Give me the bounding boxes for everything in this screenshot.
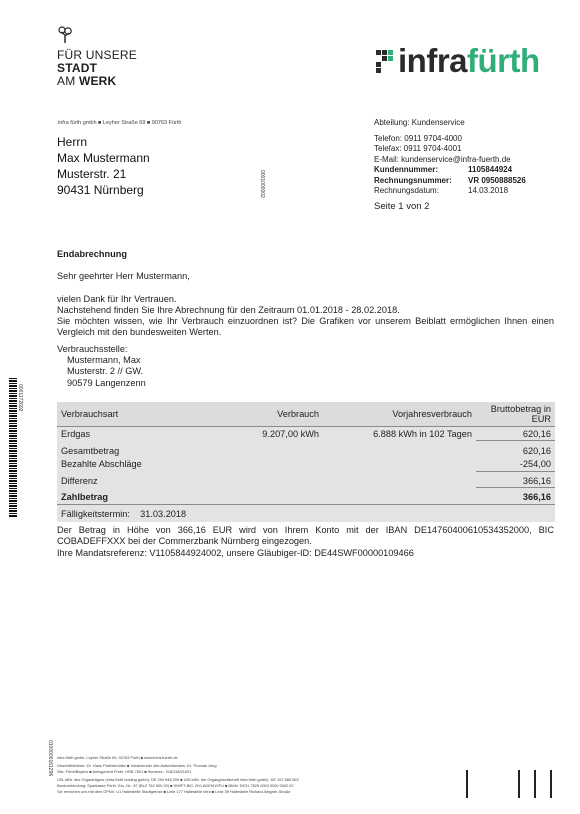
recipient-city: 90431 Nürnberg [57, 183, 144, 197]
phone: Telefon: 0911 9704-4000 [374, 133, 462, 143]
table-row-gas: Erdgas 9.207,00 kWh 6.888 kWh in 102 Tagen 620,16 [61, 428, 551, 439]
payment-note [57, 525, 554, 559]
site-street: Musterstr. 2 // GW. [67, 366, 144, 377]
vertical-code-left: 0001172692 [17, 384, 23, 412]
tree-icon [57, 26, 73, 44]
footer-registry: Sitz: Fürth/Bayern ■ Amtsgericht Fürth, HRB 7501 ■ Steuernr.: 218/118/21001 [57, 769, 192, 774]
footer-bank: Bankverbindung: Sparkasse Fürth, Kto.-Nr.: 87 (BLZ 762 500 00) ■ SWIFT-BIC: BYLADEM1SFU ■ IBAN: DE31 7625 0000 0000 0000 87 [57, 783, 294, 788]
logo-squares-icon [376, 50, 394, 76]
footer-vat: USt-IdNr. des Organträgers (infra fürth holding gmbh): DE 294 948 209 ■ USt-IdNr. der Organgesellschaft infra fürth gmbh): DE 197 665 562 [57, 777, 299, 782]
letter-body [57, 249, 554, 389]
customer-number-row: Kundennummer: 1105844924 [374, 165, 513, 174]
table-row-due: Zahlbetrag 366,16 [57, 488, 555, 505]
table-row-total: Gesamtbetrag 620,16 [57, 441, 555, 458]
footer-transport: Sie erreichen uns mit dem ÖPNV: U1 Haltestelle Stadtgrenze ■ Linie 177 Haltestelle infra ■ Linie 39 Haltestelle Richard-Wagner-Straße [57, 789, 291, 794]
mandate-text: Ihre Mandatsreferenz: V1105844924002, unsere Gläubiger-ID: DE44SWF00000109466 [57, 547, 414, 558]
recipient-name: Max Mustermann [57, 151, 150, 165]
page-number: Seite 1 von 2 [374, 200, 430, 212]
infra-fuerth-logo [376, 42, 540, 79]
recipient-address [57, 134, 150, 198]
site-city: 90579 Langenzenn [67, 377, 146, 388]
site-label: Verbrauchsstelle: [57, 343, 128, 354]
footer-management: Geschäftsführer: Dr. Hans Partheimüller ■ Vorsitzender des Aufsichtsrates: Dr. Thomas Jung [57, 763, 217, 768]
contact-info [374, 118, 526, 212]
invoice-date-row: Rechnungsdatum: 14.03.2018 [374, 186, 509, 195]
fax: Telefax: 0911 9704-4001 [374, 144, 462, 153]
recipient-salutation: Herrn [57, 135, 88, 149]
email[interactable]: E-Mail: kundenservice@infra-fuerth.de [374, 154, 511, 164]
footer [57, 755, 437, 797]
payment-iban-text: Der Betrag in Höhe von 366,16 EUR wird von Ihrem Konto mit der IBAN DE14760400610534352000, BIC COBADEFFXXX bei der Commerzbank Nürnberg eingezogen. [57, 525, 554, 547]
invoice-number-row: Rechnungsnummer: VR 0950888526 [374, 175, 526, 185]
paragraph-thanks: vielen Dank für Ihr Vertrauen. [57, 293, 177, 304]
greeting: Sehr geehrter Herr Mustermann, [57, 271, 190, 282]
document-title: Endabrechnung [57, 249, 127, 259]
logo-wordmark: infrafürth [398, 42, 540, 79]
barcode [9, 378, 17, 518]
recipient-street: Musterstr. 21 [57, 167, 127, 181]
brand-line-2: STADT [57, 61, 98, 75]
site-name: Mustermann, Max [67, 355, 141, 366]
brand-line-3: AM WERK [57, 74, 117, 88]
table-header: Verbrauchsart Verbrauch Vorjahresverbrauch Bruttobetrag in EUR [57, 402, 555, 427]
footer-address: infra fürth gmbh, Leyher Straße 69, 90763 Fürth ■ www.infra-fuerth.de [57, 755, 178, 760]
department: Abteilung: Kundenservice [374, 118, 465, 127]
table-row-diff: Differenz 366,16 [57, 471, 555, 488]
vertical-code-mid: 0001000002 [259, 170, 265, 198]
table-row-due-date: Fälligkeitstermin: 31.03.2018 [57, 504, 555, 522]
brand-line-1: FÜR UNSERE [57, 48, 138, 62]
table-row-paid: Bezahlte Abschläge -254,00 [61, 459, 551, 470]
paragraph-period: Nachstehend finden Sie Ihre Abrechnung für den Zeitraum 01.01.2018 - 28.02.2018. [57, 304, 400, 315]
paragraph-compare: Sie möchten wissen, wie Ihr Verbrauch einzuordnen ist? Die Grafiken vor unserem Beiblatt ermöglichen Ihnen einen Vergleich mit den bundesweiten Werten. [57, 316, 554, 338]
sender-line: infra fürth gmbh ■ Leyher Straße 69 ■ 90763 Fürth [58, 120, 182, 126]
billing-table [57, 402, 555, 522]
stadtwerk-brand [57, 26, 137, 88]
vertical-code-footer: 0100000161296 [47, 740, 53, 777]
